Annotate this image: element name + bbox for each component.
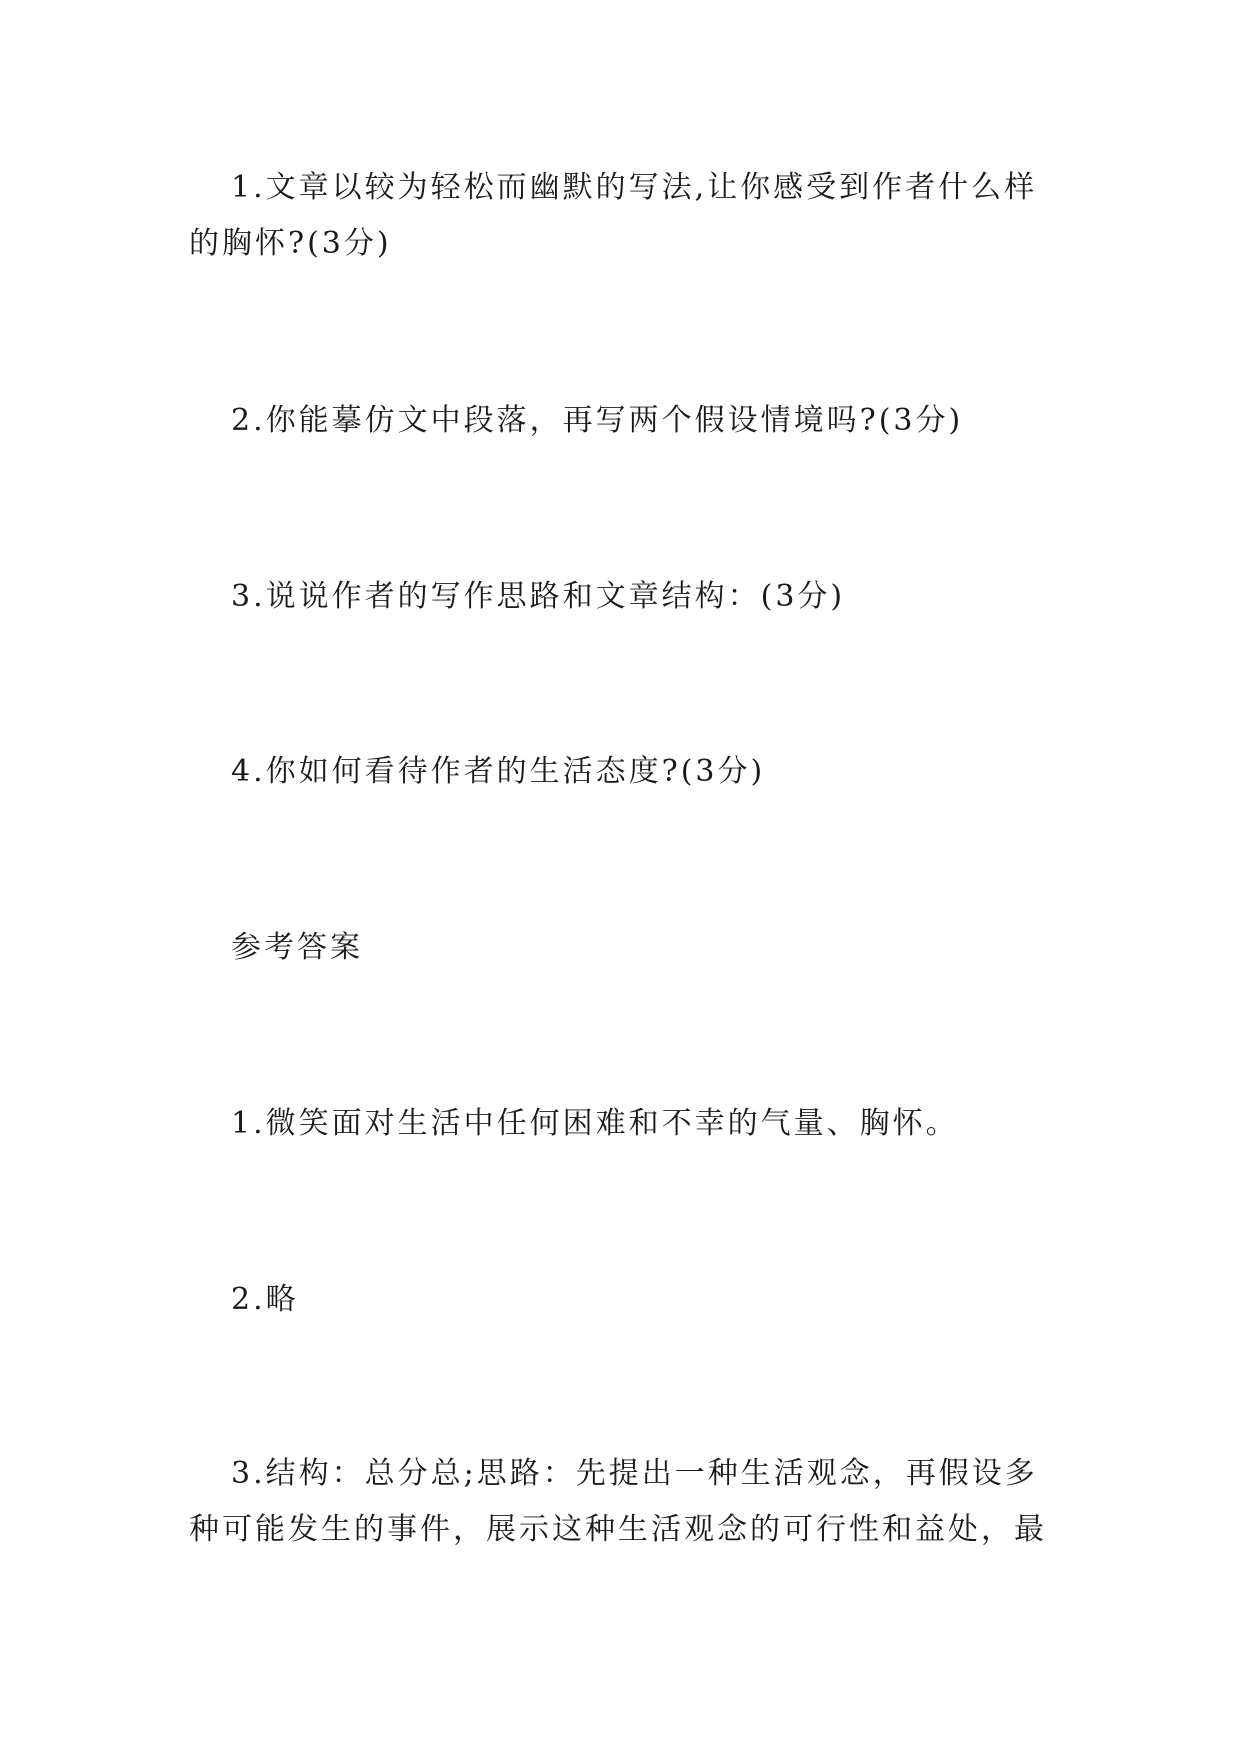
question-2: 2.你能摹仿文中段落，再写两个假设情境吗?(3分): [231, 403, 964, 438]
answer-1: 1.微笑面对生活中任何困难和不幸的气量、胸怀。: [231, 1106, 959, 1141]
question-1: 1.文章以较为轻松而幽默的写法,让你感受到作者什么样的胸怀?(3分): [189, 170, 1038, 261]
answer-3: 3.结构：总分总;思路：先提出一种生活观念，再假设多种可能发生的事件，展示这种生活观念的可行性和益处，最: [189, 1456, 1047, 1547]
question-4: 4.你如何看待作者的生活态度?(3分): [231, 754, 766, 789]
answer-2: 2.略: [231, 1282, 299, 1317]
answer-heading: 参考答案: [231, 930, 363, 965]
question-3: 3.说说作者的写作思路和文章结构：(3分): [231, 579, 846, 614]
